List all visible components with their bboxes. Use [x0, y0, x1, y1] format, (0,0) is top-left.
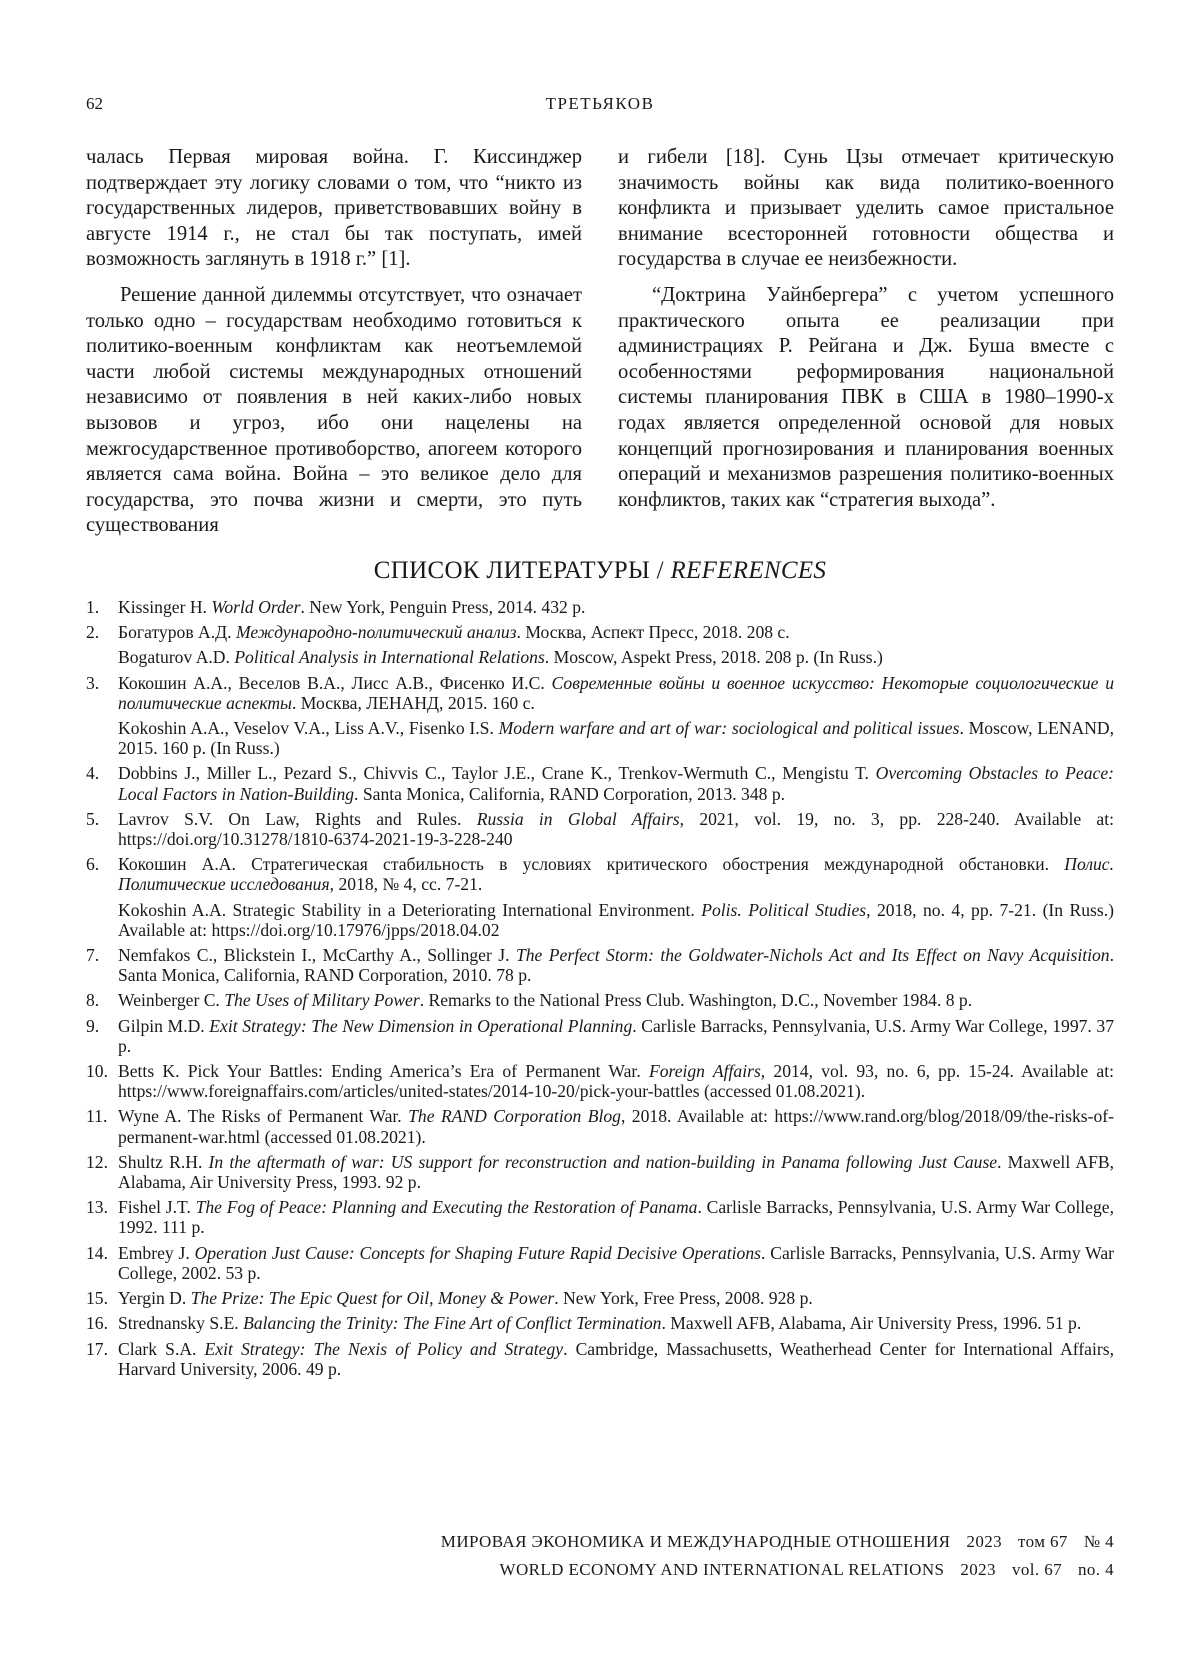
- reference-authors: Yergin D.: [118, 1288, 191, 1309]
- reference-authors: Lavrov S.V. On Law, Rights and Rules.: [118, 808, 477, 829]
- reference-item: [86, 1339, 1114, 1379]
- reference-number: 4.: [86, 763, 100, 784]
- reference-number: 15.: [86, 1288, 108, 1309]
- reference-authors: Kokoshin A.A. Strategic Stability in a Deteriorating International Environment.: [118, 899, 702, 920]
- reference-item: [86, 809, 1114, 849]
- footer-issue-ru: № 4: [1083, 1532, 1114, 1551]
- reference-item: [86, 945, 1114, 985]
- reference-number: 8.: [86, 990, 100, 1011]
- reference-item: [86, 990, 1114, 1010]
- reference-title: Современные войны и военное искусство: Некоторые социологические и политические аспекты: [118, 672, 1115, 713]
- journal-footer: [441, 1528, 1114, 1584]
- reference-number: 16.: [86, 1313, 108, 1334]
- reference-authors: Shultz R.H.: [118, 1151, 209, 1172]
- reference-item: [86, 622, 1114, 667]
- reference-item: [86, 854, 1114, 940]
- reference-item: [86, 673, 1114, 759]
- references-heading: [86, 557, 1114, 585]
- left-column: [86, 145, 582, 539]
- reference-authors: Strednansky S.E.: [118, 1313, 244, 1334]
- reference-title: Foreign Affairs: [648, 1061, 761, 1082]
- reference-details: , 2014, vol. 93, no. 6, pp. 15-24. Available at: https://www.foreignaffairs.com/articles/united-states/2014-10-20/pick-your-battles (accessed 01.08.2021).: [118, 1061, 1114, 1102]
- reference-authors: Gilpin M.D.: [118, 1015, 210, 1036]
- reference-number: 11.: [86, 1106, 108, 1127]
- reference-authors: Богатуров А.Д.: [118, 622, 236, 643]
- reference-item: [86, 597, 1114, 617]
- references-heading-ru: СПИСОК ЛИТЕРАТУРЫ /: [373, 557, 664, 584]
- reference-details: . Москва, Аспект Пресс, 2018. 208 с.: [516, 622, 790, 643]
- reference-title: Political Analysis in International Relations: [234, 647, 545, 668]
- reference-item: [86, 1243, 1114, 1283]
- running-title: ТРЕТЬЯКОВ: [545, 94, 655, 113]
- reference-authors: Wyne A. The Risks of Permanent War.: [118, 1106, 409, 1127]
- reference-authors: Кокошин А.А. Стратегическая стабильность в условиях критического обострения международной обстановки.: [118, 854, 1065, 875]
- reference-number: 1.: [86, 597, 100, 617]
- reference-title: Международно-политический анализ: [235, 622, 517, 643]
- reference-authors: Bogaturov A.D.: [118, 647, 235, 668]
- reference-number: 13.: [86, 1197, 108, 1218]
- reference-details: , 2018, no. 4, pp. 7-21. (In Russ.) Available at: https://doi.org/10.17976/jpps/2018.04.02: [118, 899, 1115, 940]
- footer-year-ru: 2023: [966, 1532, 1003, 1551]
- footer-line-en: [441, 1556, 1114, 1584]
- reference-authors: Nemfakos C., Blickstein I., McCarthy A., Sollinger J.: [118, 945, 516, 966]
- reference-item: [86, 1288, 1114, 1308]
- body-paragraph: Решение данной дилеммы отсутствует, что означает только одно – государствам необходимо готовиться к политико-военным конфликтам как неотъемлемой части любой системы международных отношений независимо от появления в ней каких-либо новых вызовов и угроз, ибо они нацелены на межгосударственное противоборство, апогеем которого является сама война. Война – это великое дело для государства, это почва жизни и смерти, это путь существования: [86, 283, 582, 537]
- reference-details: . Carlisle Barracks, Pennsylvania, U.S. Army War College, 1997. 37 p.: [118, 1015, 1114, 1056]
- reference-number: 5.: [86, 808, 100, 829]
- reference-number: 7.: [86, 945, 100, 966]
- body-paragraph: и гибели [18]. Сунь Цзы отмечает критическую значимость войны как вида политико-военного конфликта и призывает уделить самое пристальное внимание всесторонней готовности общества и государства в случае ее неизбежности.: [618, 146, 1114, 271]
- reference-title: Overcoming Obstacles to Peace: Local Factors in Nation-Building: [118, 763, 1114, 804]
- reference-item: [86, 1197, 1114, 1237]
- reference-title: Polis. Political Studies: [701, 899, 867, 920]
- reference-authors: Clark S.A.: [118, 1338, 205, 1359]
- reference-details: . Remarks to the National Press Club. Washington, D.C., November 1984. 8 p.: [419, 990, 973, 1011]
- body-columns: [86, 145, 1114, 539]
- reference-details: , 2021, vol. 19, no. 3, pp. 228-240. Available at: https://doi.org/10.31278/1810-6374-2021-19-3-228-240: [118, 808, 1115, 850]
- reference-details: . Maxwell AFB, Alabama, Air University Press, 1996. 51 p.: [661, 1313, 1082, 1334]
- reference-item: [86, 763, 1114, 803]
- reference-title: The Perfect Storm: the Goldwater-Nichols Act and Its Effect on Navy Acquisition: [515, 945, 1110, 966]
- reference-details: . New York, Free Press, 2008. 928 p.: [554, 1288, 813, 1309]
- reference-number: 12.: [86, 1151, 108, 1172]
- reference-number: 14.: [86, 1242, 108, 1263]
- reference-title: The Uses of Military Power: [224, 990, 420, 1011]
- reference-translation: [118, 647, 1114, 667]
- reference-translation: [118, 900, 1114, 940]
- reference-details: . Santa Monica, California, RAND Corporation, 2010. 78 p.: [118, 945, 1114, 986]
- footer-journal-ru: МИРОВАЯ ЭКОНОМИКА И МЕЖДУНАРОДНЫЕ ОТНОШЕНИЯ: [440, 1532, 951, 1551]
- reference-details: . Moscow, Aspekt Press, 2018. 208 p. (In Russ.): [544, 647, 883, 668]
- reference-item: [86, 1016, 1114, 1056]
- footer-year-en: 2023: [960, 1560, 996, 1579]
- reference-title: Modern warfare and art of war: sociological and political issues: [498, 718, 960, 739]
- reference-details: . Москва, ЛЕНАНД, 2015. 160 с.: [291, 692, 535, 713]
- reference-number: 6.: [86, 854, 100, 875]
- reference-details: . New York, Penguin Press, 2014. 432 p.: [300, 597, 586, 617]
- reference-details: . Cambridge, Massachusetts, Weatherhead Center for International Affairs, Harvard University, 2006. 49 p.: [118, 1338, 1114, 1379]
- reference-details: . Santa Monica, California, RAND Corporation, 2013. 348 p.: [354, 783, 786, 804]
- reference-title: Exit Strategy: The New Dimension in Operational Planning: [209, 1015, 633, 1036]
- reference-authors: Betts K. Pick Your Battles: Ending America’s Era of Permanent War.: [118, 1061, 649, 1082]
- page-header: [86, 94, 1114, 118]
- reference-title: Полис. Политические исследования: [118, 854, 1114, 895]
- reference-item: [86, 1313, 1114, 1333]
- footer-issue-en: no. 4: [1078, 1560, 1114, 1579]
- reference-title: Russia in Global Affairs: [476, 808, 680, 829]
- right-column: [618, 145, 1114, 539]
- reference-title: The Fog of Peace: Planning and Executing the Restoration of Panama: [195, 1197, 698, 1218]
- reference-item: [86, 1152, 1114, 1192]
- body-paragraph: чалась Первая мировая война. Г. Киссинджер подтверждает эту логику словами о том, что “никто из государственных лидеров, приветствовавших войну в августе 1914 г., не стал бы так поступать, имей возможность заглянуть в 1918 г.” [1].: [86, 146, 582, 271]
- footer-journal-en: WORLD ECONOMY AND INTERNATIONAL RELATIONS: [499, 1560, 945, 1579]
- reference-authors: Weinberger C.: [118, 990, 225, 1011]
- reference-number: 17.: [86, 1338, 108, 1359]
- reference-item: [86, 1061, 1114, 1101]
- reference-title: The RAND Corporation Blog: [408, 1106, 621, 1127]
- reference-item: [86, 1106, 1114, 1146]
- reference-title: Operation Just Cause: Concepts for Shaping Future Rapid Decisive Operations: [194, 1242, 761, 1263]
- reference-details: . Carlisle Barracks, Pennsylvania, U.S. Army War College, 1992. 111 p.: [118, 1197, 1114, 1238]
- reference-title: Exit Strategy: The Nexis of Policy and Strategy: [204, 1338, 564, 1359]
- reference-details: , 2018, № 4, сс. 7-21.: [329, 874, 483, 895]
- reference-authors: Kokoshin A.A., Veselov V.A., Liss A.V., Fisenko I.S.: [118, 718, 499, 739]
- reference-details: . Moscow, LENAND, 2015. 160 p. (In Russ.): [118, 718, 1115, 759]
- references-list: [86, 597, 1114, 1384]
- reference-number: 2.: [86, 622, 100, 643]
- footer-volume-en: vol. 67: [1011, 1560, 1062, 1579]
- reference-title: Balancing the Trinity: The Fine Art of Conflict Termination: [243, 1313, 662, 1334]
- reference-number: 9.: [86, 1015, 100, 1036]
- reference-translation: [118, 718, 1114, 758]
- reference-number: 10.: [86, 1061, 108, 1082]
- body-paragraph: “Доктрина Уайнбергера” с учетом успешного практического опыта ее реализации при администрациях Р. Рейгана и Дж. Буша вместе с особенностями реформирования национальной системы планирования ПВК в США в 1980–1990-х годах является определенной основой для новых концепций прогнозирования и планирования военных операций и механизмов разрешения политико-военных конфликтов, таких как “стратегия выхода”.: [618, 283, 1114, 511]
- reference-authors: Кокошин А.А., Веселов В.А., Лисс А.В., Фисенко И.С.: [118, 672, 552, 693]
- reference-authors: Embrey J.: [118, 1242, 195, 1263]
- reference-title: In the aftermath of war: US support for reconstruction and nation-building in Panama following Just Cause: [208, 1151, 998, 1172]
- page-number: 62: [86, 94, 103, 113]
- reference-details: . Maxwell AFB, Alabama, Air University Press, 1993. 92 p.: [118, 1151, 1115, 1193]
- footer-volume-ru: том 67: [1018, 1532, 1068, 1551]
- reference-authors: Kissinger H.: [118, 597, 212, 617]
- reference-title: World Order: [211, 597, 301, 617]
- references-heading-en: REFERENCES: [670, 557, 827, 584]
- reference-details: . Carlisle Barracks, Pennsylvania, U.S. Army War College, 2002. 53 p.: [118, 1242, 1114, 1283]
- footer-line-ru: [441, 1528, 1114, 1556]
- reference-authors: Fishel J.T.: [118, 1197, 196, 1218]
- reference-number: 3.: [86, 672, 100, 693]
- reference-details: , 2018. Available at: https://www.rand.org/blog/2018/09/the-risks-of-permanent-war.html (accessed 01.08.2021).: [118, 1106, 1114, 1147]
- reference-authors: Dobbins J., Miller L., Pezard S., Chivvis C., Taylor J.E., Crane K., Trenkov-Wermuth C., Mengistu T.: [118, 763, 876, 784]
- reference-title: The Prize: The Epic Quest for Oil, Money & Power: [190, 1288, 555, 1309]
